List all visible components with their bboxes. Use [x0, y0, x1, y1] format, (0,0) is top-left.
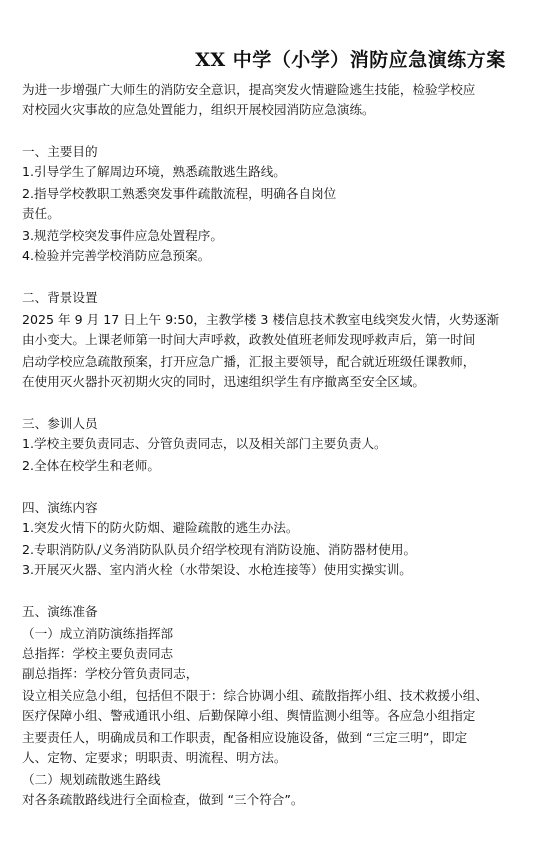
background-line: 启动学校应急疏散预案，打开应急广播，汇报主要领导，配合就近班级任课教师， [22, 354, 476, 369]
background-line: 由小变大。上课老师第一时间大声呼救，政教处值班老师发现呼救声后，第一时间 [22, 332, 476, 347]
content-line: 3.开展灭火器、室内消火栓（水带架设、水枪连接等）使用实操实训。 [22, 562, 412, 577]
intro-line: 对校园火灾事故的应急处置能力，组织开展校园消防应急演练。 [22, 102, 375, 117]
document-title [0, 46, 541, 74]
background-line: 2025 年 9 月 17 日上午 9:50，主教学楼 3 楼信息技术教室电线突发火情，火势逐渐 [22, 312, 500, 327]
preparation-line: 总指挥：学校主要负责同志 [22, 646, 174, 661]
preparation-line: 医疗保障小组、警戒通讯小组、后勤保障小组、舆情监测小组等。各应急小组指定 [22, 708, 476, 723]
preparation-line: 人、定物、定要求；明职责、明流程、明方法。 [22, 750, 287, 765]
background-line: 在使用灭火器扑灭初期火灾的同时，迅速组织学生有序撤离至安全区域。 [22, 374, 425, 389]
preparation-line: （一）成立消防演练指挥部 [22, 626, 174, 641]
section-heading-content: 四、演练内容 [22, 500, 98, 515]
section-heading-background: 二、背景设置 [22, 290, 98, 305]
purpose-line: 3.规范学校突发事件应急处置程序。 [22, 228, 223, 243]
content-line: 1.突发火情下的防火防烟、避险疏散的逃生办法。 [22, 520, 299, 535]
purpose-line: 1.引导学生了解周边环境，熟悉疏散逃生路线。 [22, 164, 286, 179]
participants-line: 1.学校主要负责同志、分管负责同志，以及相关部门主要负责人。 [22, 436, 387, 451]
section-heading-preparation: 五、演练准备 [22, 604, 98, 619]
participants-line: 2.全体在校学生和老师。 [22, 458, 160, 473]
preparation-line: 对各条疏散路线进行全面检查，做到 “三个符合”。 [22, 792, 304, 807]
preparation-line: 主要责任人，明确成员和工作职责，配备相应设施设备，做到 “三定三明”，即定 [22, 730, 468, 745]
preparation-line: 设立相关应急小组，包括但不限于：综合协调小组、疏散指挥小组、技术救援小组、 [22, 688, 488, 703]
purpose-line: 2.指导学校教职工熟悉突发事件疏散流程，明确各自岗位 [22, 186, 337, 201]
preparation-subheading: （二）规划疏散逃生路线 [22, 772, 161, 787]
purpose-line: 4.检验并完善学校消防应急预案。 [22, 248, 211, 263]
intro-line: 为进一步增强广大师生的消防安全意识，提高突发火情避险逃生技能，检验学校应 [22, 82, 476, 97]
preparation-line: 副总指挥：学校分管负责同志， [22, 666, 199, 681]
section-heading-purpose: 一、主要目的 [22, 144, 98, 159]
content-line: 2.专职消防队/义务消防队队员介绍学校现有消防设施、消防器材使用。 [22, 542, 417, 557]
purpose-line: 责任。 [22, 206, 60, 221]
document-title-text: XX 中学（小学）消防应急演练方案 [195, 49, 506, 71]
section-heading-participants: 三、参训人员 [22, 416, 98, 431]
